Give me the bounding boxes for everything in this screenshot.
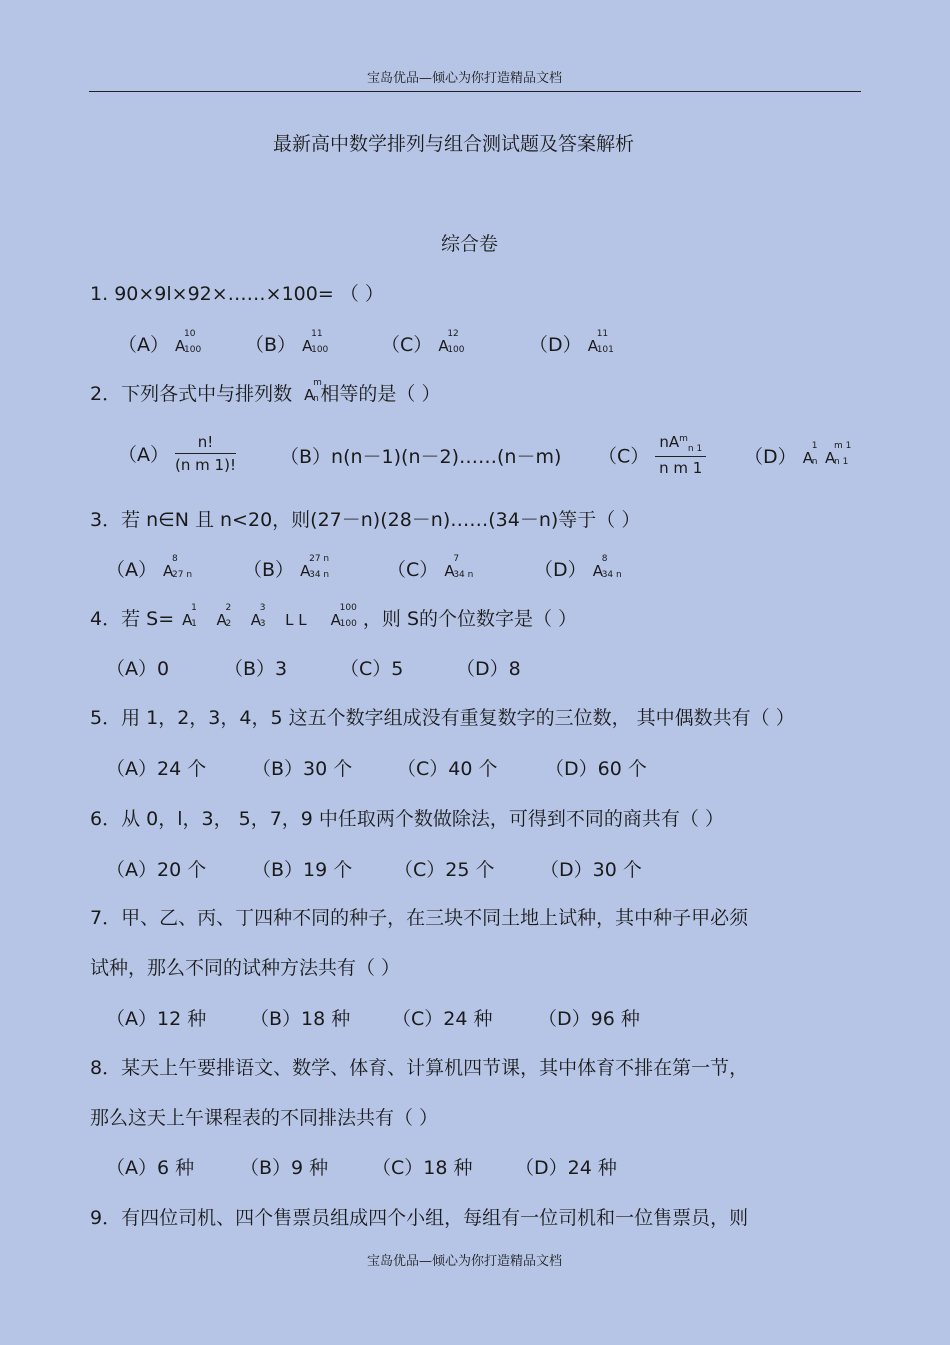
question-5-option-d: （D）60 个 [545, 758, 647, 780]
question-1-option-d [529, 329, 614, 357]
question-4 [90, 604, 577, 631]
perm-symbol: A 8 27 n [163, 554, 193, 580]
question-7-line-2: 试种，那么不同的试种方法共有（ ） [90, 957, 401, 979]
option-label: （A） [106, 559, 157, 581]
option-label: （B） [243, 559, 295, 581]
question-8-option-a: （A）6 种 [106, 1157, 195, 1179]
perm-symbol: A 11 101 [587, 329, 614, 355]
question-1-option-c [381, 329, 465, 357]
option-label: （D） [534, 559, 587, 581]
question-2-option-d [744, 441, 852, 469]
perm-symbol: A 1 1 [182, 603, 197, 629]
header-watermark: 宝岛优品—倾心为你打造精品文档 [367, 71, 563, 86]
question-8-option-c: （C）18 种 [372, 1157, 473, 1179]
question-8 [90, 1053, 748, 1080]
question-number: 4． [90, 608, 122, 630]
question-3-option-d [534, 554, 622, 582]
fraction: $\frac{nA^m_{n 1}}{\text{n m 1}}$ [655, 433, 706, 477]
question-7-option-d: （D）96 种 [538, 1008, 640, 1030]
ellipsis: L L [285, 611, 307, 629]
question-number: 2． [90, 383, 122, 405]
question-6-option-d: （D）30 个 [540, 859, 642, 881]
perm-symbol: A 10 100 [175, 329, 202, 355]
question-5-option-a: （A）24 个 [106, 758, 207, 780]
question-2 [90, 379, 440, 406]
question-number: 6． [90, 808, 122, 830]
question-2-option-a [118, 433, 236, 474]
question-3-option-a [106, 554, 193, 582]
question-5 [90, 703, 795, 730]
question-number: 8． [90, 1057, 122, 1079]
question-4-option-a: （A）0 [106, 658, 170, 680]
question-3-option-b [243, 554, 330, 582]
question-text-tail: ，则 S的个位数字是（ ） [362, 608, 578, 630]
question-1 [90, 279, 384, 306]
question-9 [90, 1203, 748, 1230]
question-1-option-b [245, 329, 329, 357]
question-2-option-b: （B）n(n－1)(n－2)……(n－m) [280, 446, 562, 468]
question-text-tail: 相等的是（ ） [320, 383, 441, 405]
perm-symbol: A m 1 n 1 [825, 441, 852, 467]
option-label: （D） [529, 334, 582, 356]
fraction: $\frac{n!}{\text{(n m 1)!}}$ [175, 433, 236, 474]
perm-symbol: A 12 100 [438, 329, 465, 355]
question-2-option-c [598, 433, 706, 477]
option-label: （B） [245, 334, 297, 356]
question-6-option-a: （A）20 个 [106, 859, 207, 881]
question-4-option-d: （D）8 [456, 658, 521, 680]
perm-symbol: A 1 n [802, 441, 818, 467]
question-5-option-b: （B）30 个 [252, 758, 353, 780]
question-text: 下列各式中与排列数 [121, 383, 293, 405]
question-text: 从 0，l，3， 5，7，9 中任取两个数做除法，可得到不同的商共有（ ） [121, 808, 724, 830]
option-label: （A） [118, 444, 169, 466]
question-8-line-2: 那么这天上午课程表的不同排法共有（ ） [90, 1107, 439, 1129]
perm-symbol: A m n [304, 378, 322, 404]
question-6-option-c: （C）25 个 [394, 859, 495, 881]
question-number: 7． [90, 907, 122, 929]
question-number: 9． [90, 1207, 122, 1229]
option-label: （C） [381, 334, 433, 356]
question-text: 用 1，2，3，4，5 这五个数字组成没有重复数字的三位数， 其中偶数共有（ ） [121, 707, 795, 729]
question-4-option-b: （B）3 [224, 658, 288, 680]
question-3 [90, 505, 640, 532]
question-8-option-d: （D）24 种 [515, 1157, 617, 1179]
perm-symbol: A 7 34 n [444, 554, 474, 580]
header-rule [89, 91, 861, 92]
page-title: 最新高中数学排列与组合测试题及答案解析 [273, 133, 635, 155]
perm-symbol: A 27 n 34 n [300, 554, 330, 580]
question-6 [90, 804, 724, 831]
section-subtitle: 综合卷 [441, 233, 499, 255]
question-number: 5． [90, 707, 122, 729]
question-number: 1. [90, 283, 109, 305]
question-text: 若 n∈N 且 n<20，则(27－n)(28－n)……(34－n)等于（ ） [121, 509, 641, 531]
question-number: 3． [90, 509, 122, 531]
perm-symbol: A 8 34 n [592, 554, 622, 580]
question-6-option-b: （B）19 个 [252, 859, 353, 881]
question-3-option-c [387, 554, 474, 582]
question-text: 有四位司机、四个售票员组成四个小组，每组有一位司机和一位售票员，则 [121, 1207, 749, 1229]
question-7 [90, 903, 748, 930]
question-4-option-c: （C）5 [340, 658, 404, 680]
option-label: （C） [598, 445, 650, 468]
question-7-option-b: （B）18 种 [250, 1008, 351, 1030]
question-text: 甲、乙、丙、丁四种不同的种子，在三块不同土地上试种，其中种子甲必须 [121, 907, 749, 929]
perm-symbol: A 3 3 [250, 603, 266, 629]
question-text: 若 S= [121, 608, 175, 630]
perm-symbol: A 2 2 [216, 603, 232, 629]
footer-watermark: 宝岛优品—倾心为你打造精品文档 [367, 1254, 563, 1269]
question-8-option-b: （B）9 种 [240, 1157, 329, 1179]
question-5-option-c: （C）40 个 [397, 758, 498, 780]
question-text: 某天上午要排语文、数学、体育、计算机四节课，其中体育不排在第一节， [121, 1057, 749, 1079]
perm-symbol: A 100 100 [330, 603, 357, 629]
question-7-option-a: （A）12 种 [106, 1008, 207, 1030]
perm-symbol: A 11 100 [302, 329, 329, 355]
option-label: （D） [744, 446, 797, 468]
option-label: （C） [387, 559, 439, 581]
option-label: （A） [118, 334, 169, 356]
question-7-option-c: （C）24 种 [392, 1008, 493, 1030]
question-text: 90×9l×92×……×100= （ ） [114, 283, 384, 305]
question-1-option-a [118, 329, 202, 357]
